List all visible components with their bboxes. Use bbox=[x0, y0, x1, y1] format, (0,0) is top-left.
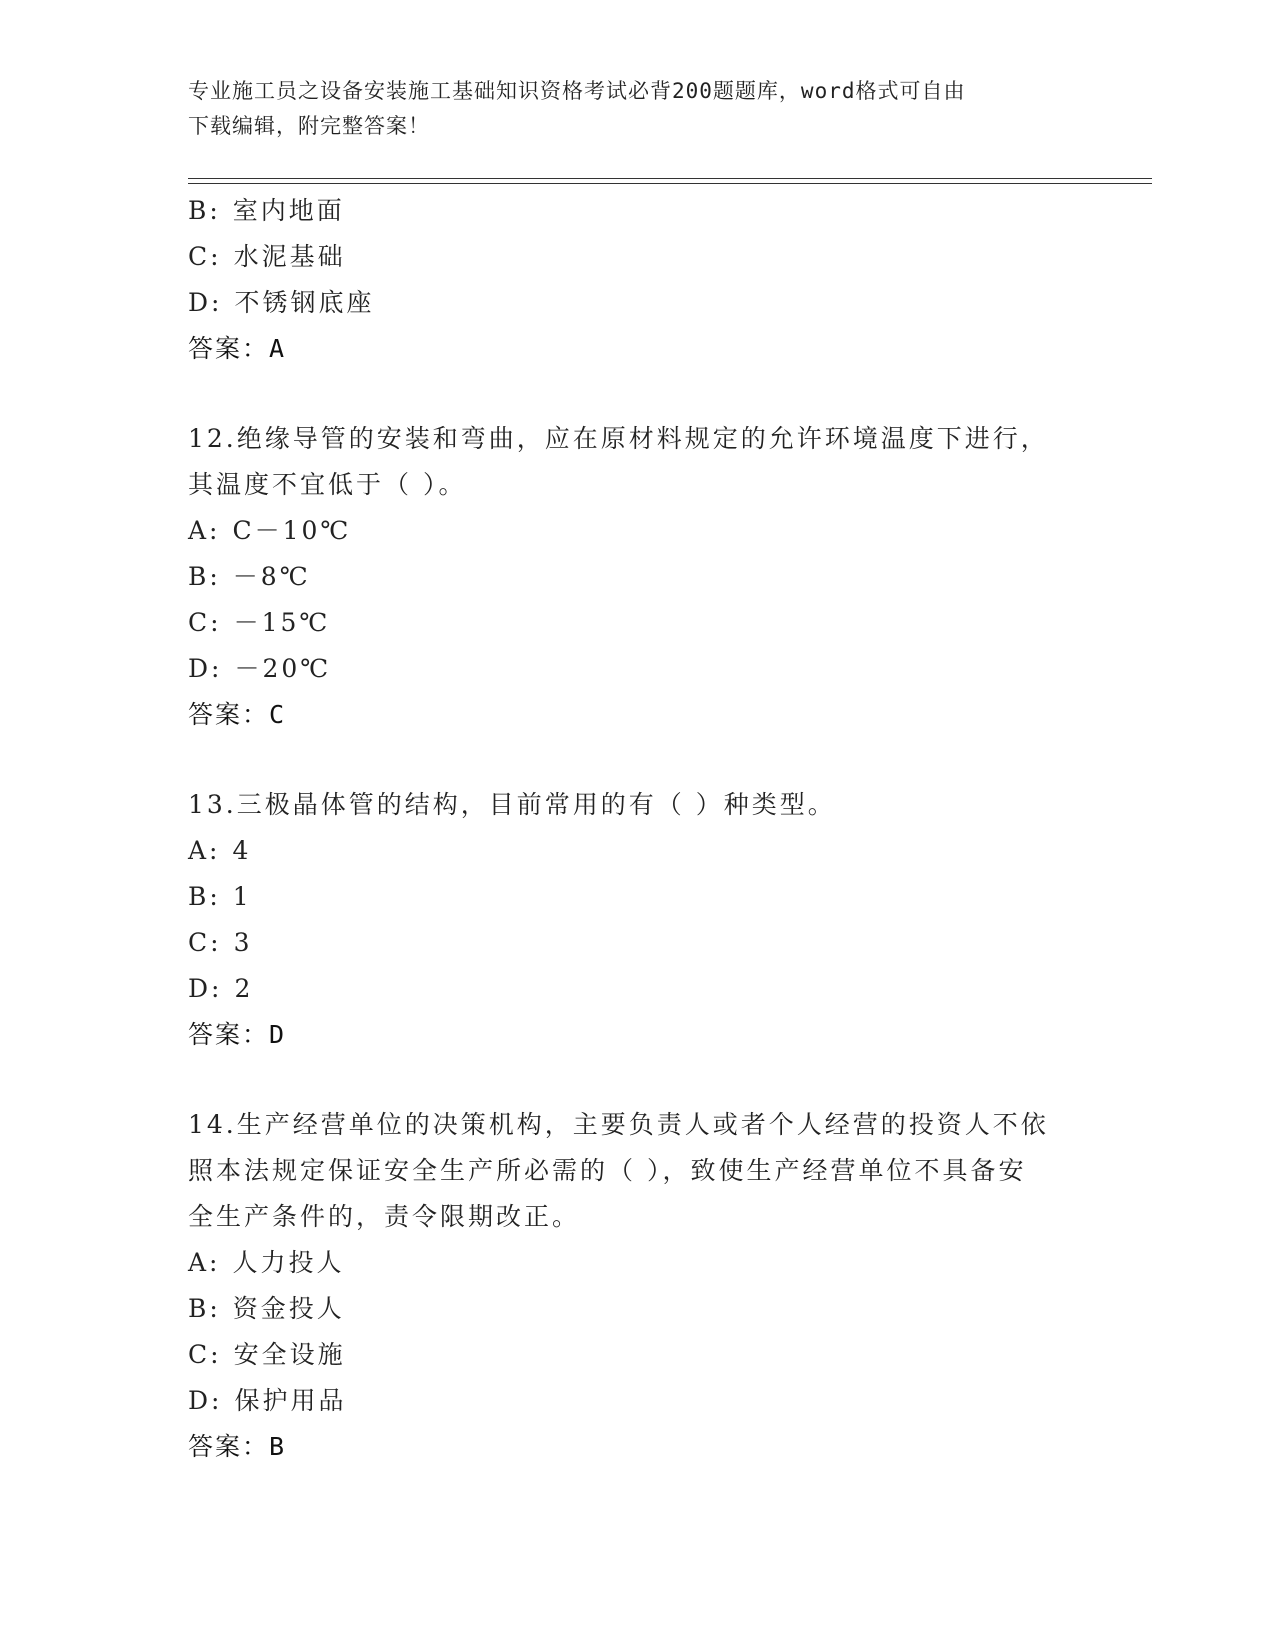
option-c bbox=[188, 600, 1088, 646]
question-12 bbox=[188, 416, 1088, 738]
option-text: 不锈钢底座 bbox=[234, 288, 375, 317]
option-b bbox=[188, 874, 1088, 920]
question-stem: 其温度不宜低于（ ）。 bbox=[188, 470, 467, 499]
header-line-1: 专业施工员之设备安装施工基础知识资格考试必背200题题库，word格式可自由 bbox=[188, 79, 966, 103]
header-divider-top bbox=[188, 178, 1152, 179]
option-a bbox=[188, 508, 1088, 554]
question-stem: 14.生产经营单位的决策机构，主要负责人或者个人经营的投资人不依 bbox=[188, 1110, 1049, 1139]
question-stem: 照本法规定保证安全生产所必需的（ ），致使生产经营单位不具备安 bbox=[188, 1156, 1027, 1185]
option-text: 室内地面 bbox=[232, 196, 345, 225]
option-d bbox=[188, 1378, 1088, 1424]
option-d bbox=[188, 646, 1088, 692]
option-text: 2 bbox=[234, 974, 254, 1003]
option-text: 保护用品 bbox=[234, 1386, 347, 1415]
option-text: 3 bbox=[233, 928, 253, 957]
document-header bbox=[188, 74, 1078, 144]
question-stem: 13.三极晶体管的结构，目前常用的有（ ）种类型。 bbox=[188, 790, 836, 819]
option-key: C: bbox=[188, 242, 222, 271]
question-stem: 全生产条件的，责令限期改正。 bbox=[188, 1202, 581, 1231]
option-b bbox=[188, 554, 1088, 600]
option-key: D: bbox=[188, 1386, 223, 1415]
option-a bbox=[188, 1240, 1088, 1286]
question-stem: 12.绝缘导管的安装和弯曲，应在原材料规定的允许环境温度下进行， bbox=[188, 424, 1049, 453]
option-key: B: bbox=[188, 562, 221, 591]
answer-line: 答案：D bbox=[188, 1020, 287, 1049]
option-key: B: bbox=[188, 196, 221, 225]
prev-question bbox=[188, 188, 1088, 372]
option-key: D: bbox=[188, 654, 223, 683]
question-13 bbox=[188, 782, 1088, 1058]
option-key: B: bbox=[188, 1294, 221, 1323]
question-content bbox=[188, 188, 1088, 1470]
option-d bbox=[188, 966, 1088, 1012]
option-key: A: bbox=[188, 1248, 221, 1277]
answer-line: 答案：C bbox=[188, 700, 287, 729]
option-b bbox=[188, 188, 1088, 234]
answer-line: 答案：B bbox=[188, 1432, 287, 1461]
option-key: D: bbox=[188, 288, 223, 317]
option-key: B: bbox=[188, 882, 221, 911]
option-text: 4 bbox=[232, 836, 252, 865]
option-text: C－10℃ bbox=[232, 516, 352, 545]
option-text: －15℃ bbox=[233, 608, 331, 637]
option-text: 人力投人 bbox=[232, 1248, 345, 1277]
option-text: 安全设施 bbox=[233, 1340, 346, 1369]
option-c bbox=[188, 234, 1088, 280]
option-key: A: bbox=[188, 836, 221, 865]
option-c bbox=[188, 920, 1088, 966]
option-key: C: bbox=[188, 1340, 222, 1369]
option-key: A: bbox=[188, 516, 221, 545]
answer-line: 答案：A bbox=[188, 334, 287, 363]
option-key: C: bbox=[188, 608, 222, 637]
option-text: －8℃ bbox=[232, 562, 311, 591]
option-a bbox=[188, 828, 1088, 874]
option-c bbox=[188, 1332, 1088, 1378]
option-key: C: bbox=[188, 928, 222, 957]
option-text: －20℃ bbox=[234, 654, 332, 683]
option-key: D: bbox=[188, 974, 223, 1003]
option-d bbox=[188, 280, 1088, 326]
option-text: 1 bbox=[232, 882, 252, 911]
option-b bbox=[188, 1286, 1088, 1332]
option-text: 资金投人 bbox=[232, 1294, 345, 1323]
option-text: 水泥基础 bbox=[233, 242, 346, 271]
header-line-2: 下载编辑，附完整答案！ bbox=[188, 114, 430, 138]
header-divider-bottom bbox=[188, 183, 1152, 184]
question-14 bbox=[188, 1102, 1088, 1470]
